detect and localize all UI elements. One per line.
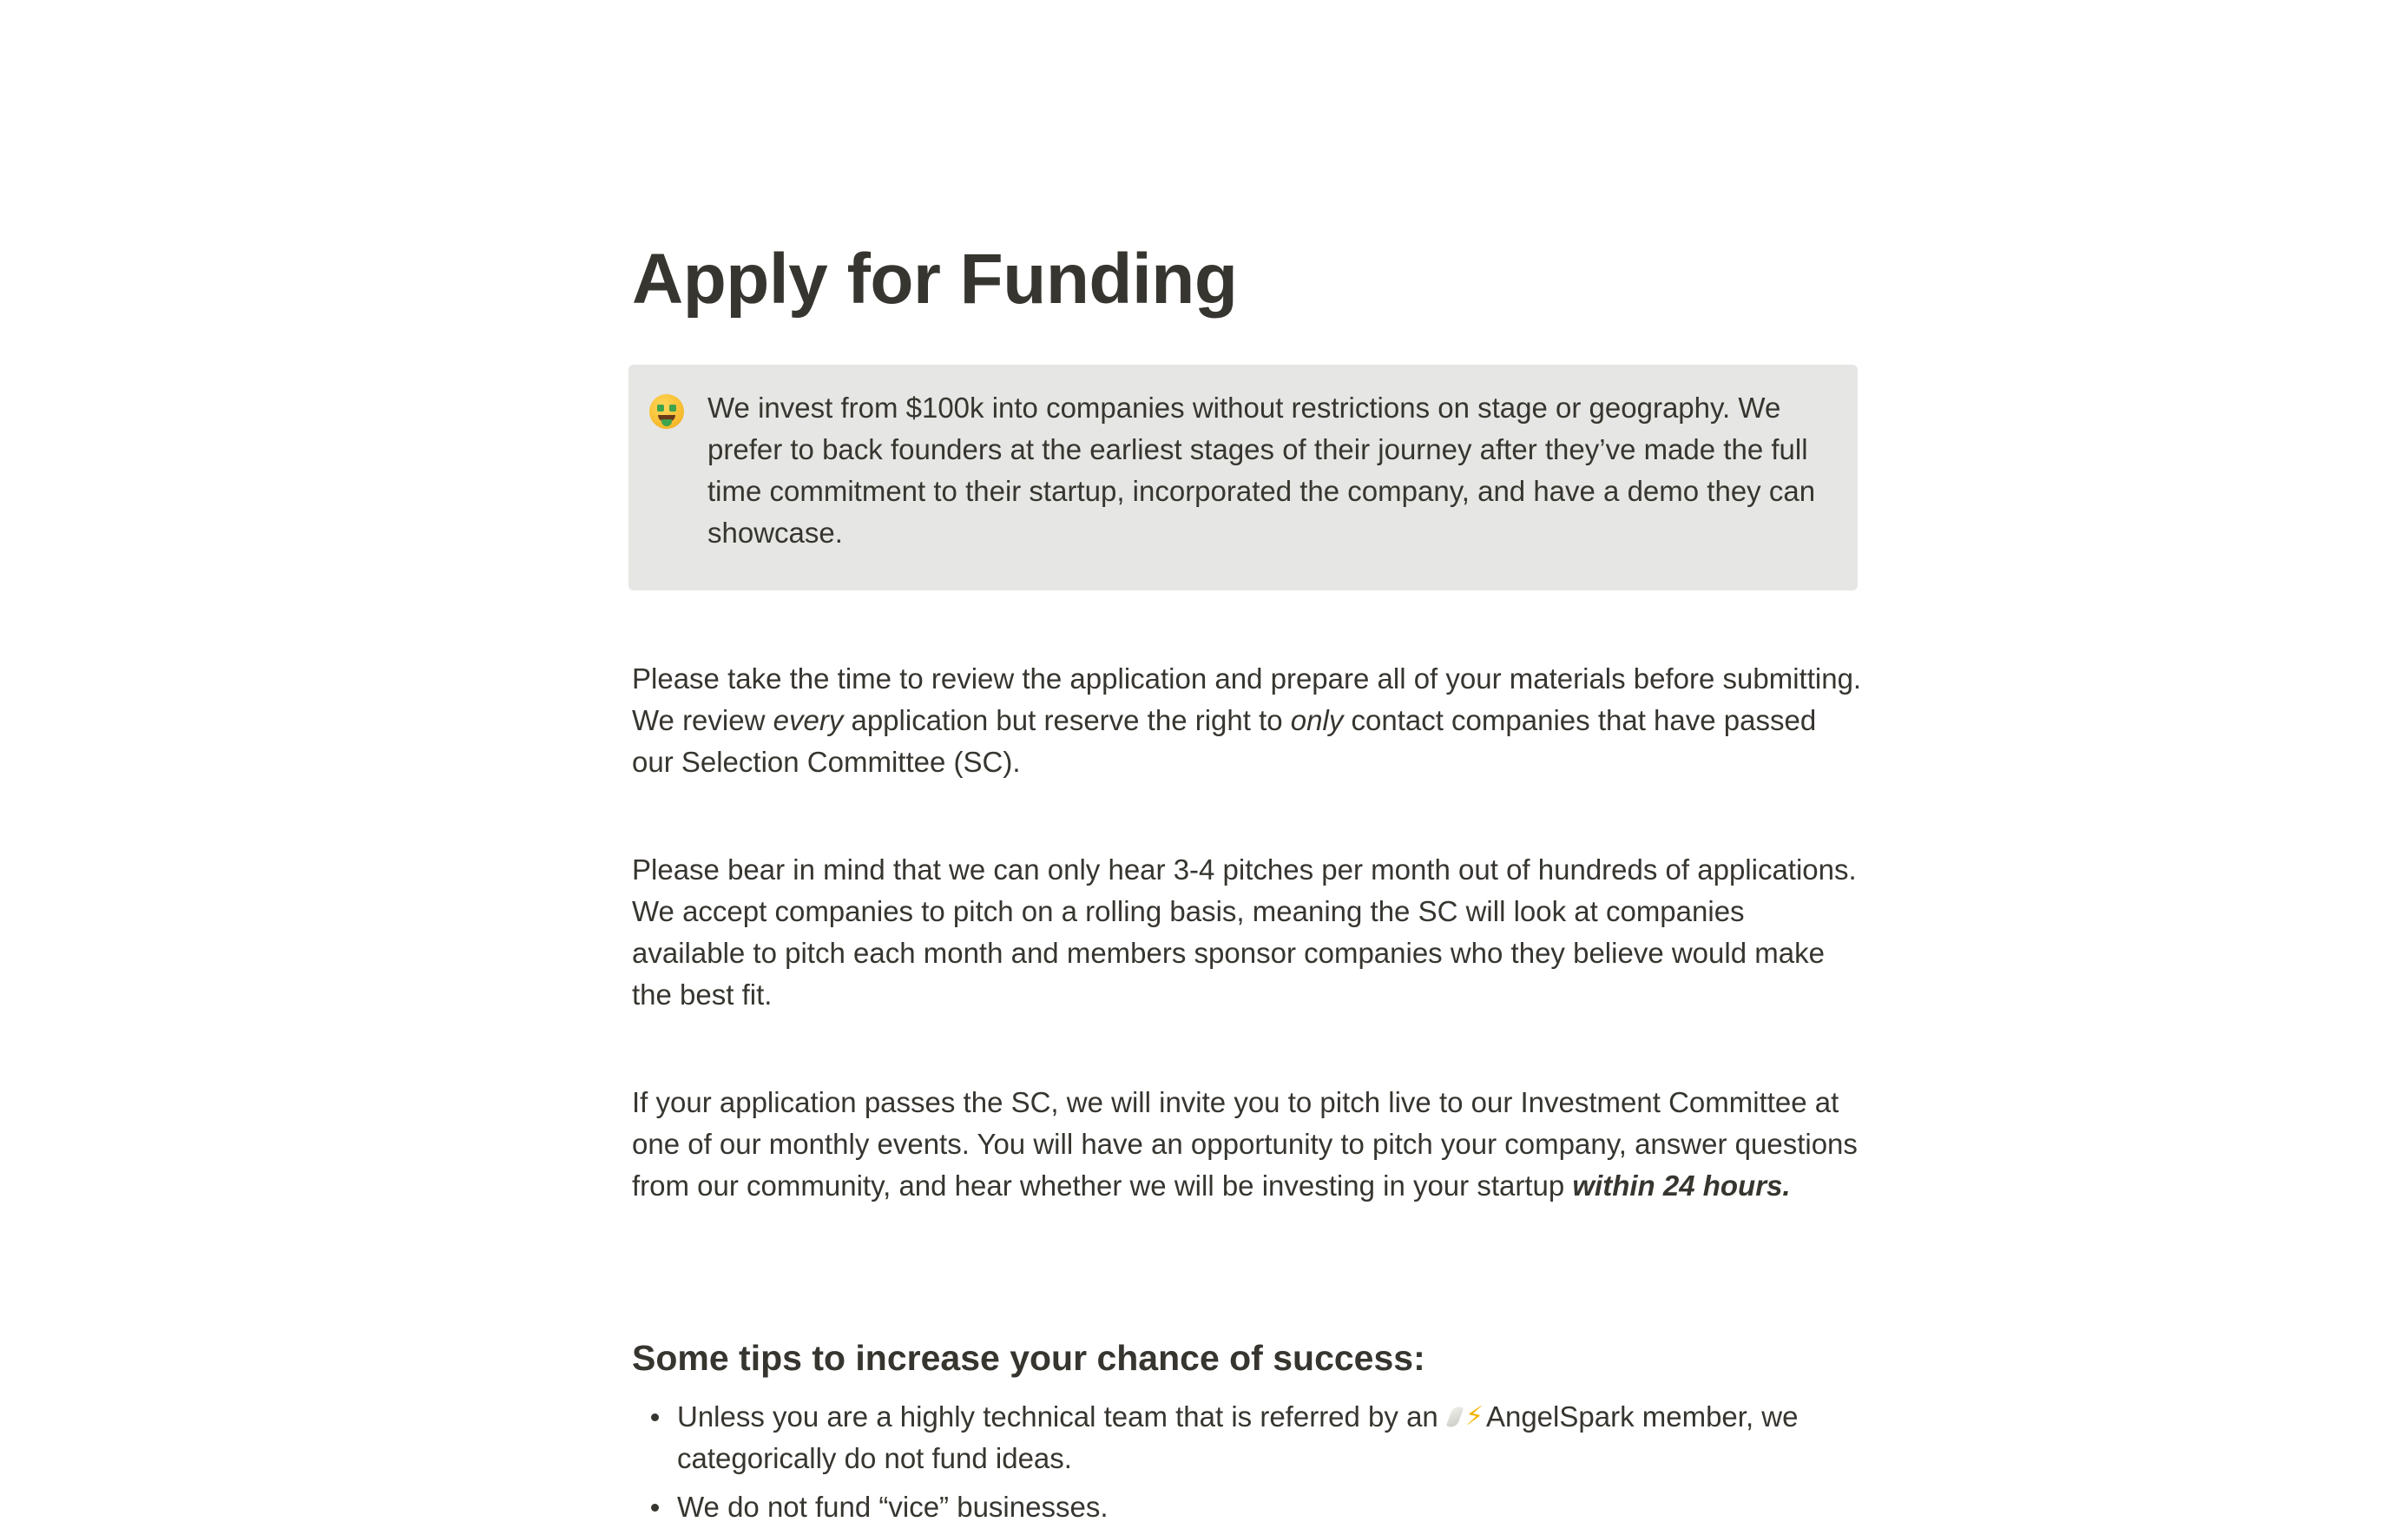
bullet-icon xyxy=(651,1504,659,1512)
feather-icon xyxy=(1446,1405,1464,1430)
funding-callout xyxy=(628,365,1858,590)
review-paragraph: Please take the time to review the application and prepare all of your materials before submitting. We review every application but reserve the right to only contact companies that have passed our Selection Committee (SC). xyxy=(632,662,1862,778)
tips-heading: Some tips to increase your chance of success: xyxy=(632,1338,1425,1378)
callout-text: We invest from $100k into companies without restrictions on stage or geography. We prefer to back founders at the earliest stages of their journey after they’ve made the full time commitment to their startup, incorporated the company, and have a demo they can showcase. xyxy=(707,392,1816,549)
list-item: Unless you are a highly technical team that is referred by an ⚡ AngelSpark member, we categorically do not fund ideas. xyxy=(632,1396,1858,1479)
page-title: Apply for Funding xyxy=(632,240,1238,319)
money-mouth-face-icon xyxy=(649,394,684,429)
investment-committee-paragraph: If your application passes the SC, we will invite you to pitch live to our Investment Committee at one of our monthly events. You will have an opportunity to pitch your company, answer questions from our community, and hear whether we will be investing in your startup within 24 hours. xyxy=(632,1086,1858,1202)
pitches-paragraph: Please bear in mind that we can only hear 3-4 pitches per month out of hundreds of applications. We accept companies to pitch on a rolling basis, meaning the SC will look at companies available to pitch each month and members sponsor companies who they believe would make the best fit. xyxy=(632,853,1857,1011)
lightning-icon: ⚡ xyxy=(1464,1402,1484,1431)
bullet-icon xyxy=(651,1413,659,1421)
tips-list xyxy=(632,1396,1858,1535)
list-item: We do not fund “vice” businesses. xyxy=(632,1486,1858,1528)
angelspark-logo-icon xyxy=(1446,1404,1484,1430)
